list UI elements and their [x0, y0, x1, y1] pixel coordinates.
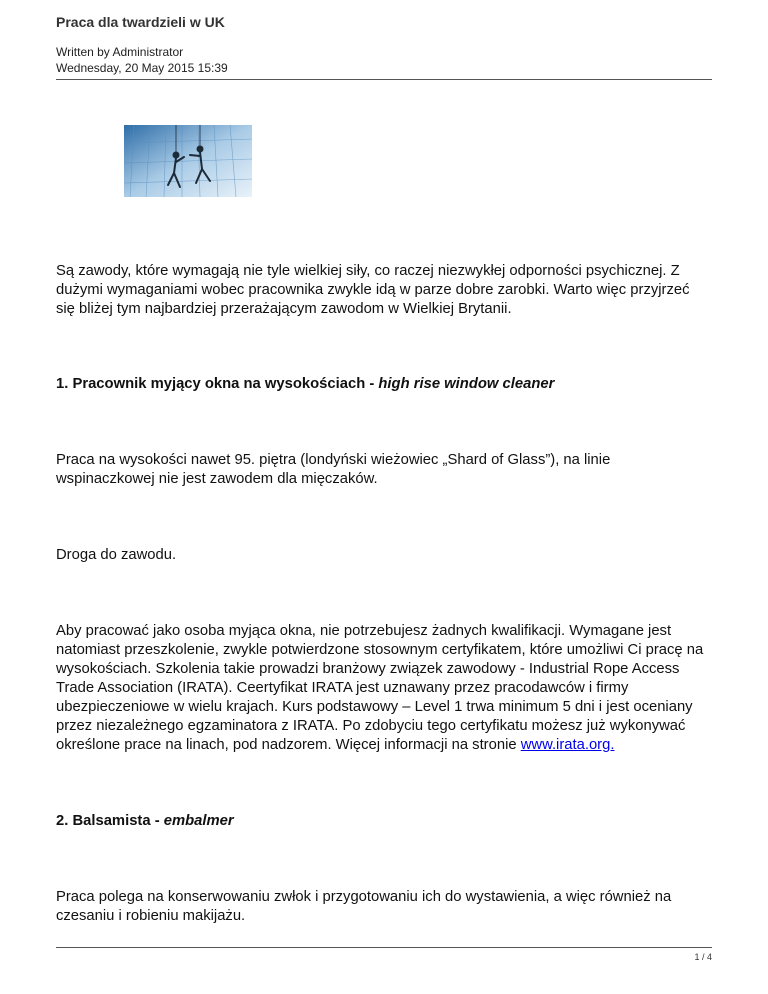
section-1-paragraph-2: Droga do zawodu. [56, 547, 177, 563]
intro-paragraph: Są zawody, które wymagają nie tyle wielkiej siły, co raczej niezwykłej odporności psychicznej. Z dużymi wymaganiami wobec pracownika zwykle idą w parze dobre zarobki. Warto więc przyjrzeć się bliżej tym najbardziej przerażającym zawodom w Wielkiej Brytanii. [56, 263, 690, 317]
section-heading-1-text: 1. Pracownik myjący okna na wysokościach - [56, 376, 379, 392]
irata-link[interactable]: www.irata.org. [520, 737, 615, 753]
section-heading-2-text: 2. Balsamista - [56, 813, 164, 829]
window-cleaners-icon [124, 125, 252, 197]
author-line: Written by Administrator [56, 45, 184, 59]
article-body [56, 262, 712, 926]
page-number: 1 / 4 [694, 952, 712, 962]
section-heading-2 [56, 812, 712, 831]
section-1-paragraph-3-text: Aby pracować jako osoba myjąca okna, nie potrzebujesz żadnych kwalifikacji. Wymagane jest natomiast przeszkolenie, zwykle potwierdzone stosownym certyfikatem, które umożliwi Ci pracę na wysokościach. Szkolenia takie prowadzi branżowy związek zawodowy - Industrial Rope Access Trade Association (IRATA). Ceertyfikat IRATA jest uznawany przez pracodawców i firmy ubezpieczeniowe w wielu krajach. Kurs podstawowy – Level 1 trwa minimum 5 dni i jest oceniany przez niezależnego egzaminatora z IRATA. Po zdobyciu tego certyfikatu możesz już wykonywać określone prace na linach, pod nadzorem. Więcej informacji na stronie [56, 623, 704, 753]
header-divider [56, 79, 712, 80]
footer-divider [56, 947, 712, 948]
document-title: Praca dla twardzieli w UK [56, 14, 225, 30]
document-meta [56, 44, 228, 76]
section-heading-1-english: high rise window cleaner [378, 376, 555, 392]
window-cleaners-photo [124, 125, 252, 197]
section-1-paragraph-1: Praca na wysokości nawet 95. piętra (londyński wieżowiec „Shard of Glass”), na linie wspinaczkowej nie jest zawodem dla mięczaków. [56, 452, 611, 487]
section-heading-2-english: embalmer [163, 813, 234, 829]
section-2-paragraph-1: Praca polega na konserwowaniu zwłok i przygotowaniu ich do wystawienia, a więc również na czesaniu i robieniu makijażu. [56, 889, 672, 924]
date-line: Wednesday, 20 May 2015 15:39 [56, 61, 228, 75]
section-heading-1 [56, 375, 712, 394]
section-1-paragraph-3 [56, 622, 712, 755]
